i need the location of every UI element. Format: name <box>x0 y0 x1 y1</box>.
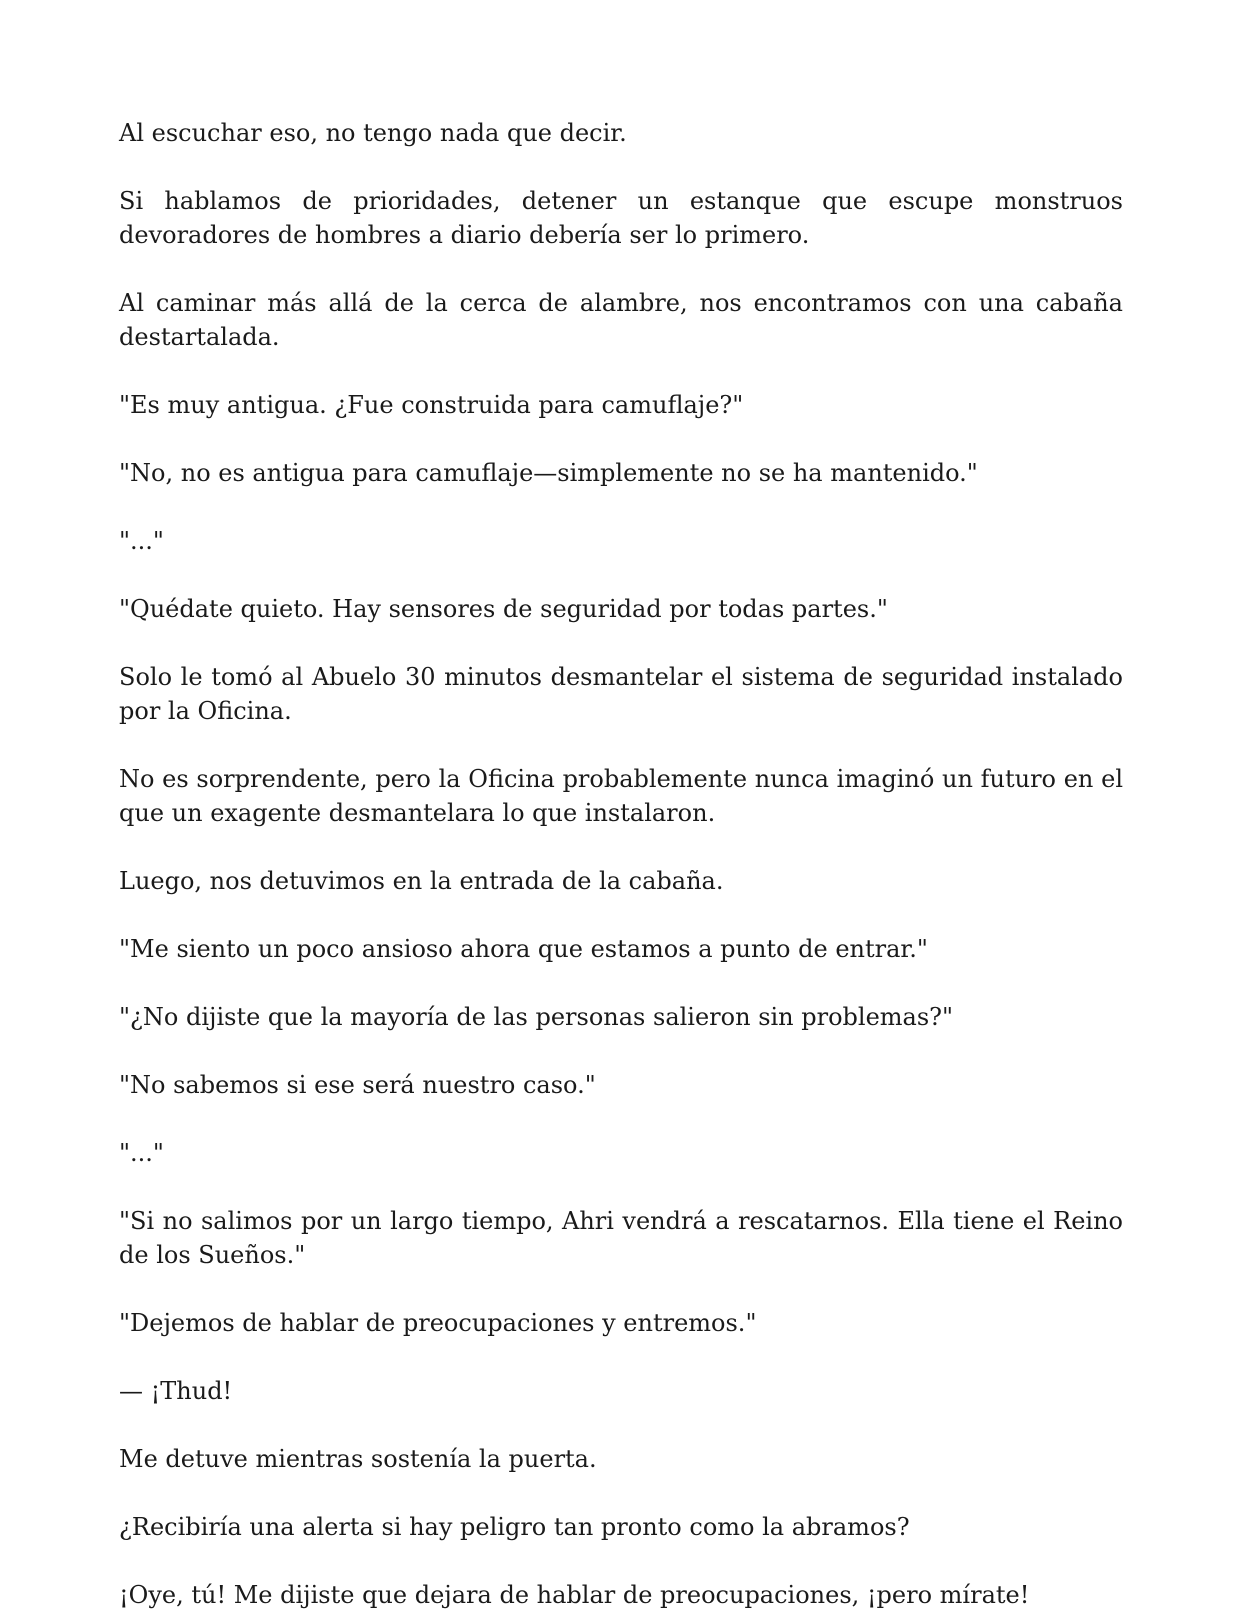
paragraph: ¿Recibiría una alerta si hay peligro tan pronto como la abramos? <box>119 1513 910 1541</box>
paragraph: ¡Oye, tú! Me dijiste que dejara de hablar de preocupaciones, ¡pero mírate! <box>119 1581 1030 1609</box>
paragraph: Me detuve mientras sostenía la puerta. <box>119 1445 597 1473</box>
dialogue-line: "..." <box>119 1139 164 1167</box>
dialogue-line: "No, no es antigua para camuflaje—simplemente no se ha mantenido." <box>119 459 978 487</box>
paragraph: Solo le tomó al Abuelo 30 minutos desmantelar el sistema de seguridad instalado por la Oficina. <box>119 663 1123 725</box>
dialogue-line: "Quédate quieto. Hay sensores de seguridad por todas partes." <box>119 595 888 623</box>
paragraph: Si hablamos de prioridades, detener un estanque que escupe monstruos devoradores de hombres a diario debería ser lo primero. <box>119 187 1123 249</box>
dialogue-line: "Es muy antigua. ¿Fue construida para camuflaje?" <box>119 391 744 419</box>
paragraph: Al caminar más allá de la cerca de alambre, nos encontramos con una cabaña destartalada. <box>119 289 1123 351</box>
dialogue-line: "Dejemos de hablar de preocupaciones y entremos." <box>119 1309 757 1337</box>
paragraph: Luego, nos detuvimos en la entrada de la cabaña. <box>119 867 724 895</box>
paragraph: No es sorprendente, pero la Oficina probablemente nunca imaginó un futuro en el que un exagente desmantelara lo que instalaron. <box>119 765 1123 827</box>
dialogue-line: "¿No dijiste que la mayoría de las personas salieron sin problemas?" <box>119 1003 954 1031</box>
paragraph: Al escuchar eso, no tengo nada que decir. <box>119 119 627 147</box>
dialogue-line: "Me siento un poco ansioso ahora que estamos a punto de entrar." <box>119 935 928 963</box>
dialogue-line: "..." <box>119 527 164 555</box>
dialogue-line: "No sabemos si ese será nuestro caso." <box>119 1071 596 1099</box>
sound-effect-line: — ¡Thud! <box>119 1377 233 1405</box>
dialogue-line: "Si no salimos por un largo tiempo, Ahri vendrá a rescatarnos. Ella tiene el Reino de los Sueños." <box>119 1207 1123 1269</box>
document-body <box>119 116 1123 1617</box>
